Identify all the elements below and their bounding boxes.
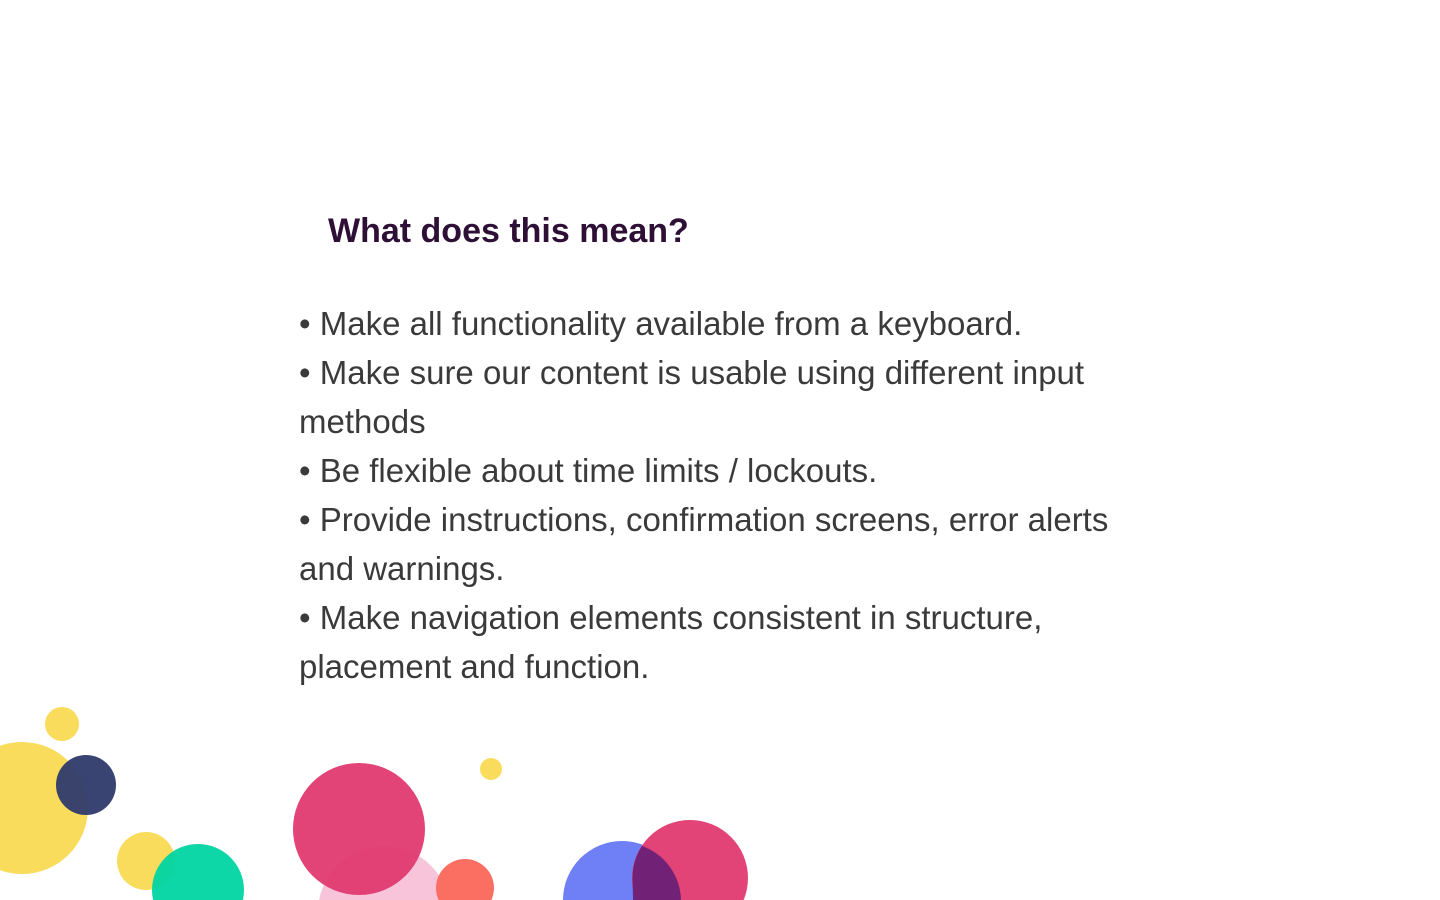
decor-circle-yellow-small xyxy=(45,707,79,741)
decor-circle-coral xyxy=(436,859,494,900)
bullet-item: • Be flexible about time limits / lockouts. xyxy=(299,452,878,489)
bullet-item: • Make sure our content is usable using different input methods xyxy=(299,354,1085,440)
bullet-item: • Provide instructions, confirmation screens, error alerts and warnings. xyxy=(299,501,1109,587)
bullet-item: • Make navigation elements consistent in structure, placement and function. xyxy=(299,599,1043,685)
decor-circle-yellow-dot xyxy=(480,758,502,780)
bullet-item: • Make all functionality available from a keyboard. xyxy=(299,305,1023,342)
decor-circle-navy xyxy=(56,755,116,815)
slide-title: What does this mean? xyxy=(328,212,689,250)
decor-circle-pink xyxy=(293,763,425,895)
